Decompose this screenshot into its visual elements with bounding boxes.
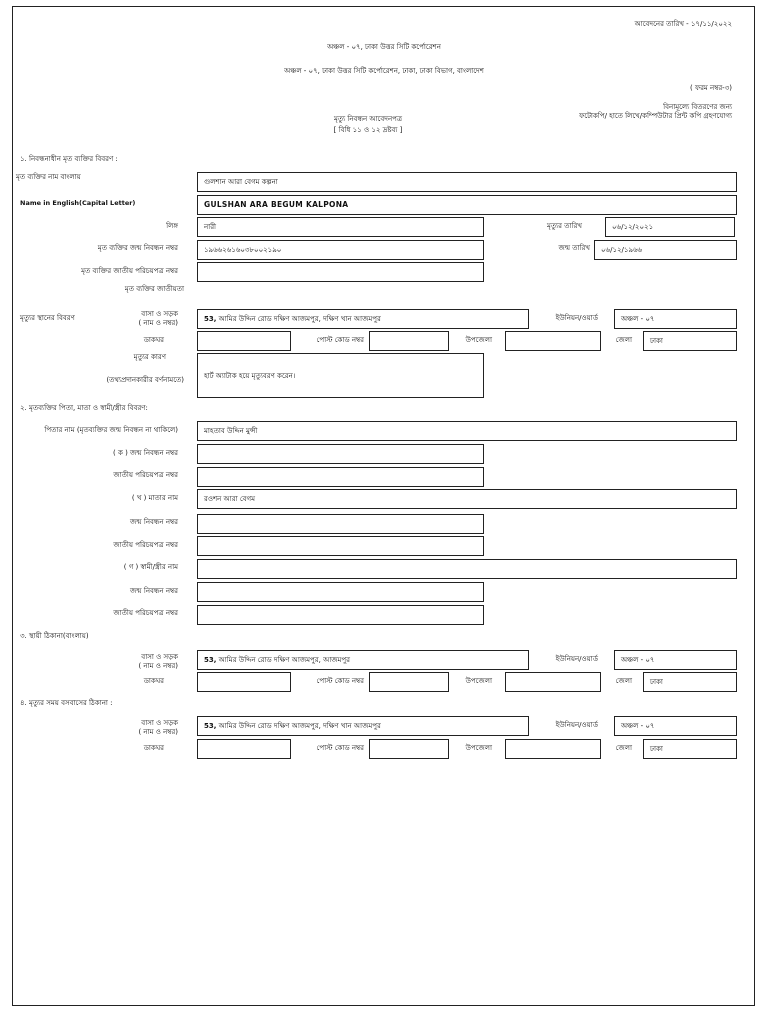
father-birth-reg-field[interactable] bbox=[197, 444, 484, 464]
name-bn-field[interactable]: গুলশান আরা বেগম কল্পনা bbox=[197, 172, 737, 192]
death-place-district-field[interactable]: ঢাকা bbox=[643, 331, 737, 351]
address-title: অঞ্চল - ০৭, ঢাকা উত্তর সিটি কর্পোরেশন, ঢাকা, ঢাকা বিভাগ, বাংলাদেশ bbox=[284, 67, 484, 75]
gender-field[interactable]: নারী bbox=[197, 217, 484, 237]
form-number: ( ফরম নম্বর-৩) bbox=[690, 84, 732, 92]
birth-date-field[interactable]: ০৬/১২/১৯৬৬ bbox=[594, 240, 737, 260]
name-en-label: Name in English(Capital Letter) bbox=[20, 199, 136, 207]
nid-field[interactable] bbox=[197, 262, 484, 282]
spouse-nid-label: জাতীয় পরিচয়পত্র নম্বর bbox=[113, 609, 178, 617]
zone-title: অঞ্চল - ০৭, ঢাকা উত্তর সিটি কর্পোরেশন bbox=[327, 43, 441, 51]
house-label: বাসা ও সড়ক bbox=[141, 310, 178, 318]
death-place-house-field[interactable]: 53, আমির উদ্দিন রোড দক্ষিণ আজমপুর, দক্ষিণ খান আজমপুর bbox=[197, 309, 529, 329]
permanent-house-sub-label: ( নাম ও নম্বর) bbox=[138, 662, 178, 670]
permanent-house-field[interactable]: 53, আমির উদ্দিন রোড দক্ষিণ আজমপুর, আজমপুর bbox=[197, 650, 529, 670]
residence-union-label: ইউনিয়ন/ওয়ার্ড bbox=[555, 721, 598, 729]
nationality-label: মৃত ব্যক্তির জাতীয়তা bbox=[124, 285, 184, 293]
death-place-postcode-field[interactable] bbox=[369, 331, 449, 351]
house-sub-label: ( নাম ও নম্বর) bbox=[138, 319, 178, 327]
section-3-heading: ৩. স্থায়ী ঠিকানা(বাংলায়) bbox=[20, 632, 89, 640]
rule-reference: [ বিধি ১১ ও ১২ দ্রষ্টব্য ] bbox=[333, 126, 403, 134]
post-label: ডাকঘর bbox=[143, 336, 164, 344]
spouse-nid-field[interactable] bbox=[197, 605, 484, 625]
residence-house-label: বাসা ও সড়ক bbox=[141, 719, 178, 727]
father-name-field[interactable]: মাহতাব উদ্দিন মুন্সী bbox=[197, 421, 737, 441]
mother-birth-reg-label: জন্ম নিবন্ধন নম্বর bbox=[130, 518, 178, 526]
death-place-post-field[interactable] bbox=[197, 331, 291, 351]
spouse-name-field[interactable] bbox=[197, 559, 737, 579]
death-place-upazila-field[interactable] bbox=[505, 331, 601, 351]
father-nid-field[interactable] bbox=[197, 467, 484, 487]
mother-label: ( খ ) মাতার নাম bbox=[131, 494, 178, 502]
residence-district-field[interactable]: ঢাকা bbox=[643, 739, 737, 759]
permanent-post-field[interactable] bbox=[197, 672, 291, 692]
father-birth-reg-label: ( ক ) জন্ম নিবন্ধন নম্বর bbox=[113, 449, 178, 457]
spouse-label: ( গ ) স্বামী/স্ত্রীর নাম bbox=[123, 563, 178, 571]
mother-name-field[interactable]: রওশন আরা বেগম bbox=[197, 489, 737, 509]
section-1-heading: ১. নিবন্ধনাধীন মৃত ব্যক্তির বিবরণ : bbox=[20, 155, 118, 163]
cause-field[interactable]: হার্ট অ্যাটাক হয়ে মৃত্যুবরণ করেন। bbox=[197, 353, 484, 398]
nid-label: মৃত ব্যক্তির জাতীয় পরিচয়পত্র নম্বর bbox=[81, 267, 178, 275]
mother-birth-reg-field[interactable] bbox=[197, 514, 484, 534]
permanent-post-label: ডাকঘর bbox=[143, 677, 164, 685]
permanent-postcode-field[interactable] bbox=[369, 672, 449, 692]
cause-sub-label: (তথ্যপ্রদানকারীর বর্ণনামতে) bbox=[106, 376, 184, 384]
residence-post-label: ডাকঘর bbox=[143, 744, 164, 752]
residence-postcode-field[interactable] bbox=[369, 739, 449, 759]
death-date-label: মৃত্যুর তারিখ bbox=[547, 222, 582, 230]
gender-label: লিঙ্গ bbox=[166, 222, 178, 230]
permanent-upazila-field[interactable] bbox=[505, 672, 601, 692]
birth-date-label: জন্ম তারিখ bbox=[558, 244, 590, 252]
birth-reg-field[interactable]: ১৯৬৬২৬১৬০৩৮০০২১৯০ bbox=[197, 240, 484, 260]
district-label: জেলা bbox=[615, 336, 632, 344]
residence-house-sub-label: ( নাম ও নম্বর) bbox=[138, 728, 178, 736]
mother-nid-label: জাতীয় পরিচয়পত্র নম্বর bbox=[113, 541, 178, 549]
spouse-birth-reg-field[interactable] bbox=[197, 582, 484, 602]
permanent-house-label: বাসা ও সড়ক bbox=[141, 653, 178, 661]
death-place-union-field[interactable]: অঞ্চল - ০৭ bbox=[614, 309, 737, 329]
residence-upazila-label: উপজেলা bbox=[465, 744, 492, 752]
birth-reg-label: মৃত ব্যক্তির জন্ম নিবন্ধন নম্বর bbox=[97, 244, 178, 252]
name-bn-label: মৃত ব্যক্তির নাম বাংলায় bbox=[16, 173, 81, 181]
residence-postcode-label: পোস্ট কোড নম্বর bbox=[316, 744, 364, 752]
form-title: মৃত্যু নিবন্ধন আবেদনপত্র bbox=[333, 115, 403, 123]
section-4-heading: ৪. মৃত্যুর সময় বসবাসের ঠিকানা : bbox=[20, 699, 113, 707]
father-nid-label: জাতীয় পরিচয়পত্র নম্বর bbox=[113, 471, 178, 479]
residence-union-field[interactable]: অঞ্চল - ০৭ bbox=[614, 716, 737, 736]
residence-house-field[interactable]: 53, আমির উদ্দিন রোড দক্ষিণ আজমপুর, দক্ষিণ খান আজমপুর bbox=[197, 716, 529, 736]
postcode-label: পোস্ট কোড নম্বর bbox=[316, 336, 364, 344]
upazila-label: উপজেলা bbox=[465, 336, 492, 344]
permanent-union-label: ইউনিয়ন/ওয়ার্ড bbox=[555, 655, 598, 663]
permanent-upazila-label: উপজেলা bbox=[465, 677, 492, 685]
place-label: মৃত্যুর স্থানের বিবরণ bbox=[20, 314, 75, 322]
photocopy-note: ফটোকপি/ হাতে লিখে/কম্পিউটার প্রিন্ট কপি গ্রহণযোগ্য bbox=[579, 112, 732, 120]
residence-post-field[interactable] bbox=[197, 739, 291, 759]
free-distribution-note: বিনামূল্যে বিতরণের জন্য bbox=[663, 103, 732, 111]
application-date: আবেদনের তারিখ - ১৭/১১/২০২২ bbox=[634, 20, 732, 28]
permanent-union-field[interactable]: অঞ্চল - ০৭ bbox=[614, 650, 737, 670]
section-2-heading: ২. মৃতব্যক্তির পিতা, মাতা ও স্বামী/স্ত্রীর বিবরণ: bbox=[20, 404, 148, 412]
mother-nid-field[interactable] bbox=[197, 536, 484, 556]
residence-upazila-field[interactable] bbox=[505, 739, 601, 759]
death-date-field[interactable]: ০৬/১২/২০২১ bbox=[605, 217, 735, 237]
name-en-field[interactable]: GULSHAN ARA BEGUM KALPONA bbox=[197, 195, 737, 215]
spouse-birth-reg-label: জন্ম নিবন্ধন নম্বর bbox=[130, 587, 178, 595]
permanent-postcode-label: পোস্ট কোড নম্বর bbox=[316, 677, 364, 685]
union-label: ইউনিয়ন/ওয়ার্ড bbox=[555, 314, 598, 322]
permanent-district-label: জেলা bbox=[615, 677, 632, 685]
cause-label: মৃত্যুর কারণ bbox=[133, 353, 166, 361]
father-label: পিতার নাম (মৃতব্যক্তির জন্ম নিবন্ধন না থাকিলে) bbox=[44, 426, 178, 434]
residence-district-label: জেলা bbox=[615, 744, 632, 752]
permanent-district-field[interactable]: ঢাকা bbox=[643, 672, 737, 692]
